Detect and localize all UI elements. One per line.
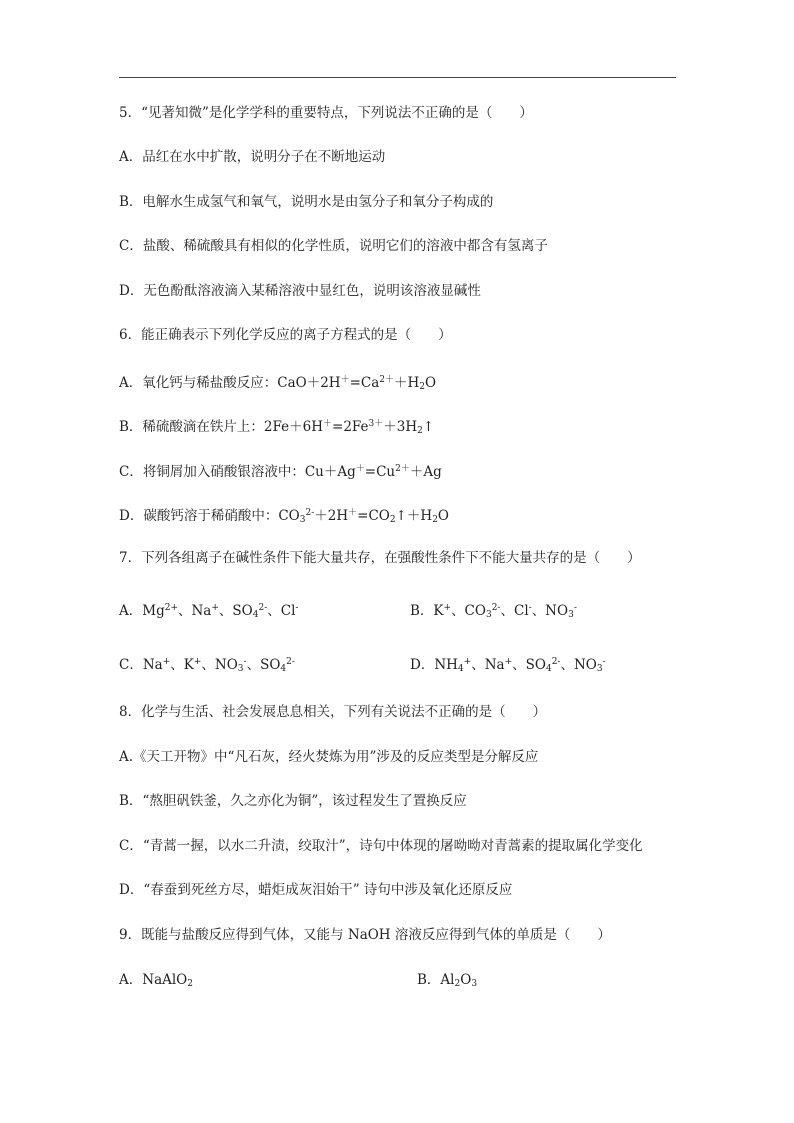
- header-rule: [119, 77, 676, 78]
- q5-option-b: B．电解水生成氢气和氧气，说明水是由氢分子和氧分子构成的: [119, 194, 494, 210]
- q7-option-d-label: D．: [410, 657, 435, 673]
- q6-option-d-equation: $CO_3^{2-}+2H^+=CO_2↑+H_2O$: [278, 508, 449, 525]
- q5-stem: 5．“见著知微”是化学学科的重要特点，下列说法不正确的是（ ）: [119, 105, 533, 121]
- q8-option-a: A.《天工开物》中“凡石灰，经火焚炼为用”涉及的反应类型是分解反应: [119, 749, 539, 765]
- q6-option-b-label: B．稀硫酸滴在铁片上：: [119, 419, 264, 435]
- q7-option-b-label: B．: [410, 603, 434, 619]
- q6-option-b-equation: $2Fe+6H^+=2Fe^{3+}+3H_2↑$: [263, 419, 435, 436]
- q5-option-c: C．盐酸、稀硫酸具有相似的化学性质，说明它们的溶液中都含有氢离子: [119, 238, 548, 254]
- q7-option-d: [410, 652, 606, 679]
- q8-option-b: B．“熬胆矾铁釜，久之亦化为铜”，该过程发生了置换反应: [119, 793, 467, 809]
- q6-option-d-label: D．碳酸钙溶于稀硝酸中：: [119, 508, 279, 524]
- q7-stem: 7．下列各组离子在碱性条件下能大量共存，在强酸性条件下不能大量共存的是（ ）: [119, 550, 641, 566]
- q9-option-b: [417, 970, 477, 994]
- q5-option-d: D．无色酚酞溶液滴入某稀溶液中显红色，说明该溶液显碱性: [119, 283, 481, 299]
- q9-option-a: [119, 970, 193, 994]
- q9-option-b-formula: $Al_2O_3$: [440, 972, 478, 989]
- q9-stem: 9．既能与盐酸反应得到气体，又能与 NaOH 溶液反应得到气体的单质是（ ）: [119, 927, 611, 943]
- q8-stem: 8．化学与生活、社会发展息息相关，下列有关说法不正确的是（ ）: [119, 704, 547, 720]
- q7-option-a-ions: $Mg^{2+}$、Na+、$SO_4^{2-}$、Cl-: [142, 603, 299, 620]
- q6-option-d: [119, 503, 449, 530]
- q6-option-a-label: A．氧化钙与稀盐酸反应：: [119, 375, 278, 391]
- q7-option-c-ions: Na+、K+、$NO_3^-$、$SO_4^{2-}$: [142, 657, 295, 674]
- q5-option-a: A．品红在水中扩散，说明分子在不断地运动: [119, 149, 386, 165]
- q7-option-b-ions: K+、$CO_3^{2-}$、Cl-、$NO_3^-$: [433, 603, 577, 620]
- q6-option-a-equation: $CaO+2H^+=Ca^{2+}+H_2O$: [277, 375, 437, 392]
- q6-option-a: [119, 370, 436, 397]
- q8-option-d: D．“春蚕到死丝方尽，蜡炬成灰泪始干” 诗句中涉及氧化还原反应: [119, 882, 513, 898]
- q7-option-d-ions: $NH_4^+$、Na+、$SO_4^{2-}$、$NO_3^-$: [434, 657, 606, 674]
- q9-option-a-formula: NaAlO$_2$: [142, 972, 193, 989]
- q6-stem: 6．能正确表示下列化学反应的离子方程式的是（ ）: [119, 327, 452, 343]
- q7-option-c-label: C．: [119, 657, 143, 673]
- q7-option-a-label: A．: [119, 603, 143, 619]
- q7-option-b: [410, 598, 577, 625]
- q7-option-c: [119, 652, 295, 679]
- q6-option-b: [119, 414, 434, 441]
- q8-option-c: C．“青蒿一握，以水二升渍，绞取汁”，诗句中体现的屠呦呦对青蒿素的提取属化学变化: [119, 838, 643, 854]
- q6-option-c-equation: $Cu+Ag^+=Cu^{2+}+Ag$: [304, 464, 442, 480]
- q7-option-a: [119, 598, 298, 625]
- q9-option-a-label: A．: [119, 972, 143, 988]
- q9-option-b-label: B．: [417, 972, 441, 988]
- q6-option-c: [119, 459, 442, 482]
- q6-option-c-label: C．将铜屑加入硝酸银溶液中：: [119, 464, 305, 480]
